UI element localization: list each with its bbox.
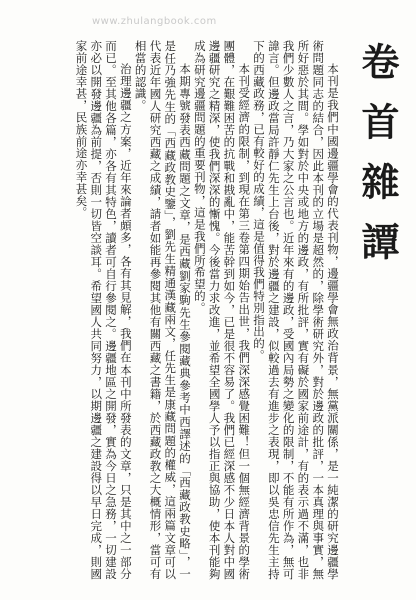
article-body — [6, 40, 340, 580]
watermark: www.zhulangbook.com — [92, 16, 217, 27]
page-title: 卷首雜譚 — [355, 42, 400, 282]
paragraph: 本期專號發表西藏問題之文章，是西藏劉家駒先生參閱藏典參考中西譯述的「西藏政教史略」，一是任乃強先生的「西藏政教史鑒」，劉先生精通漢藏兩文，任先生是康藏問題的權威，這兩篇文章可以代表近年國人研究西藏之成績，請者如能再參閱其他有關西藏之書籍，於西藏政教之大概情形，當可有相當的認識。 — [133, 40, 193, 580]
paragraph: 治理邊疆之方案，近年來論者頗多，各有其見解，我們在本刊中所發表的文章，只是其中之一部分而已。至其他各篇，亦各有其特色，讀者可自行參閱之。邊疆地區之開發，實為今日之急務，一切建設亦必以開發邊疆為前提，否則一切皆空談耳。希望國人共同努力，以期邊疆之建設得以早日完成，則國家前途幸甚，民族前途亦幸甚矣。 — [74, 40, 133, 580]
paragraph: 本刊受經濟的限制，到現在第三卷第四期始告出世，我們深深感覺困難！但一個無經濟背景的學術團體，在艱難困苦的抗戰和戡亂中，能苦幹到如今，已是很不容易了。我們已經深感不少日本人對中國邊疆研究之精深，使我們深深的慚愧。今後當力求改進，並希望全國學人予以指正與協助，使本刊能夠成為研究邊疆問題的重要刊物，這是我們所希望的。 — [192, 40, 252, 580]
paragraph: 本刊是我們中國邊疆學會的代表刊物，邊疆學會無政治背景，無黨派關係，是一純潔的研究邊疆學術問題同志的結合，因此本刊的立場是超然的，除學術研究外，對於邊政的批評，一本真理與事實，無所好惡於其間。學如對於中央或地方的邊政，有所批評，實有礙於國家前途計，有的表示過不滿，也非我們少數人之言，乃大家之公言也。近年來有的邊政，受國內局勢之變化的限制，不能有所作為，無可諱言。但邊政當局許靜仁先生上台後，對於邊疆之建設，似較過去有進步之表現，即以吳忠信先生主持下的西藏政務，已有較好的成績，這是值得我們特別指出的。 — [252, 40, 340, 580]
